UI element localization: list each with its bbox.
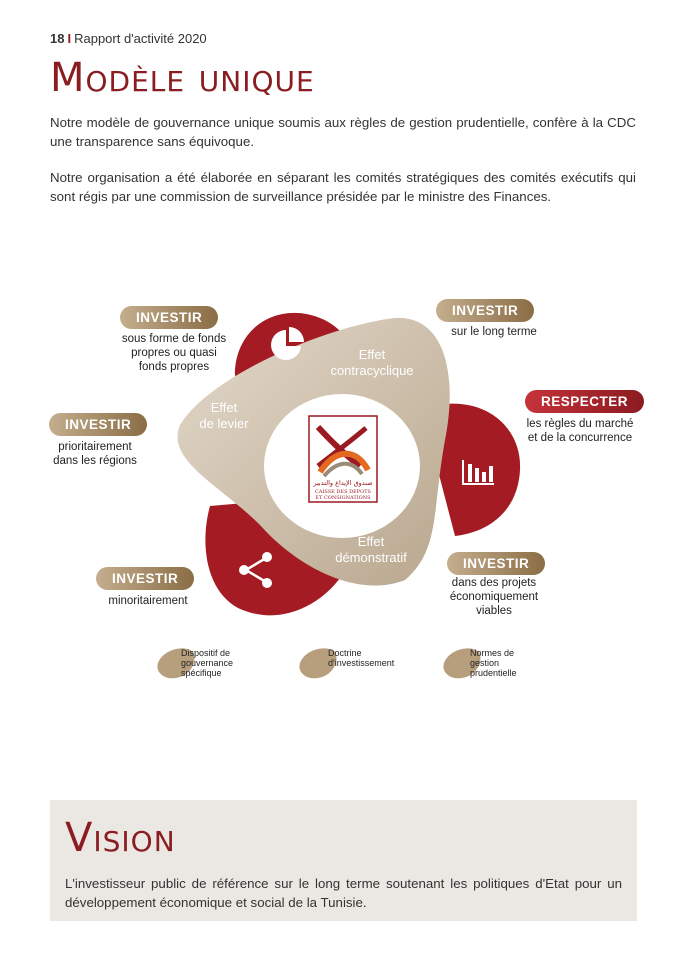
pill-investir-regions: INVESTIR xyxy=(49,413,147,436)
pill-investir-projets: INVESTIR xyxy=(447,552,545,575)
logo-name-line1: CAISSE DES DEPOTS xyxy=(315,489,371,495)
pill-investir-minoritairement: INVESTIR xyxy=(96,567,194,590)
caption-minoritairement: minoritairement xyxy=(108,595,188,607)
effect-contracyclique: Effet contracyclique xyxy=(330,347,414,378)
caption-projets-viables: dans des projets économiquement viables xyxy=(449,577,539,617)
caption-fonds-propres: sous forme de fonds propres ou quasi fonds propres xyxy=(121,333,227,373)
caption-long-terme: sur le long terme xyxy=(451,326,537,338)
legend-label-gouvernance: Dispositif de gouvernance spécifique xyxy=(181,648,234,678)
logo-name-line2: ET CONSIGNATIONS xyxy=(315,495,371,501)
pill-investir-fonds-propres: INVESTIR xyxy=(120,306,218,329)
page-title: Modèle unique xyxy=(50,55,315,101)
caption-regions: prioritairement dans les régions xyxy=(53,441,137,467)
cdc-logo xyxy=(309,416,377,502)
header-separator: I xyxy=(67,31,72,46)
effect-levier: Effet de levier xyxy=(199,400,249,431)
governance-diagram xyxy=(0,280,686,700)
intro-paragraph-2: Notre organisation a été élaborée en séparant les comités stratégiques des comités exécutifs qui sont régis par une commission de surveillance présidée par le ministre des Finances. xyxy=(50,170,636,204)
page-number: 18 xyxy=(50,31,65,46)
legend-label-normes: Normes de gestion prudentielle xyxy=(470,648,517,678)
pill-investir-long-terme: INVESTIR xyxy=(436,299,534,322)
vision-box xyxy=(50,800,637,921)
vision-title: Vision xyxy=(65,815,176,861)
logo-arabic-text: صندوق الإيداع والتدبير xyxy=(313,479,373,487)
vision-text: L'investisseur public de référence sur le long terme soutenant les politiques d'Etat pour un développement économique et social de la Tunisie. xyxy=(65,876,622,910)
caption-regles-marche: les règles du marché et de la concurrence xyxy=(526,418,634,444)
page-header xyxy=(50,31,207,46)
effect-demonstratif: Effet démonstratif xyxy=(335,534,407,565)
pill-respecter: RESPECTER xyxy=(525,390,644,413)
legend-label-doctrine: Doctrine d'investissement xyxy=(328,648,395,668)
document-title: Rapport d'activité 2020 xyxy=(74,31,207,46)
intro-paragraph-1: Notre modèle de gouvernance unique soumis aux règles de gestion prudentielle, confère à la CDC une transparence sans équivoque. xyxy=(50,115,636,149)
